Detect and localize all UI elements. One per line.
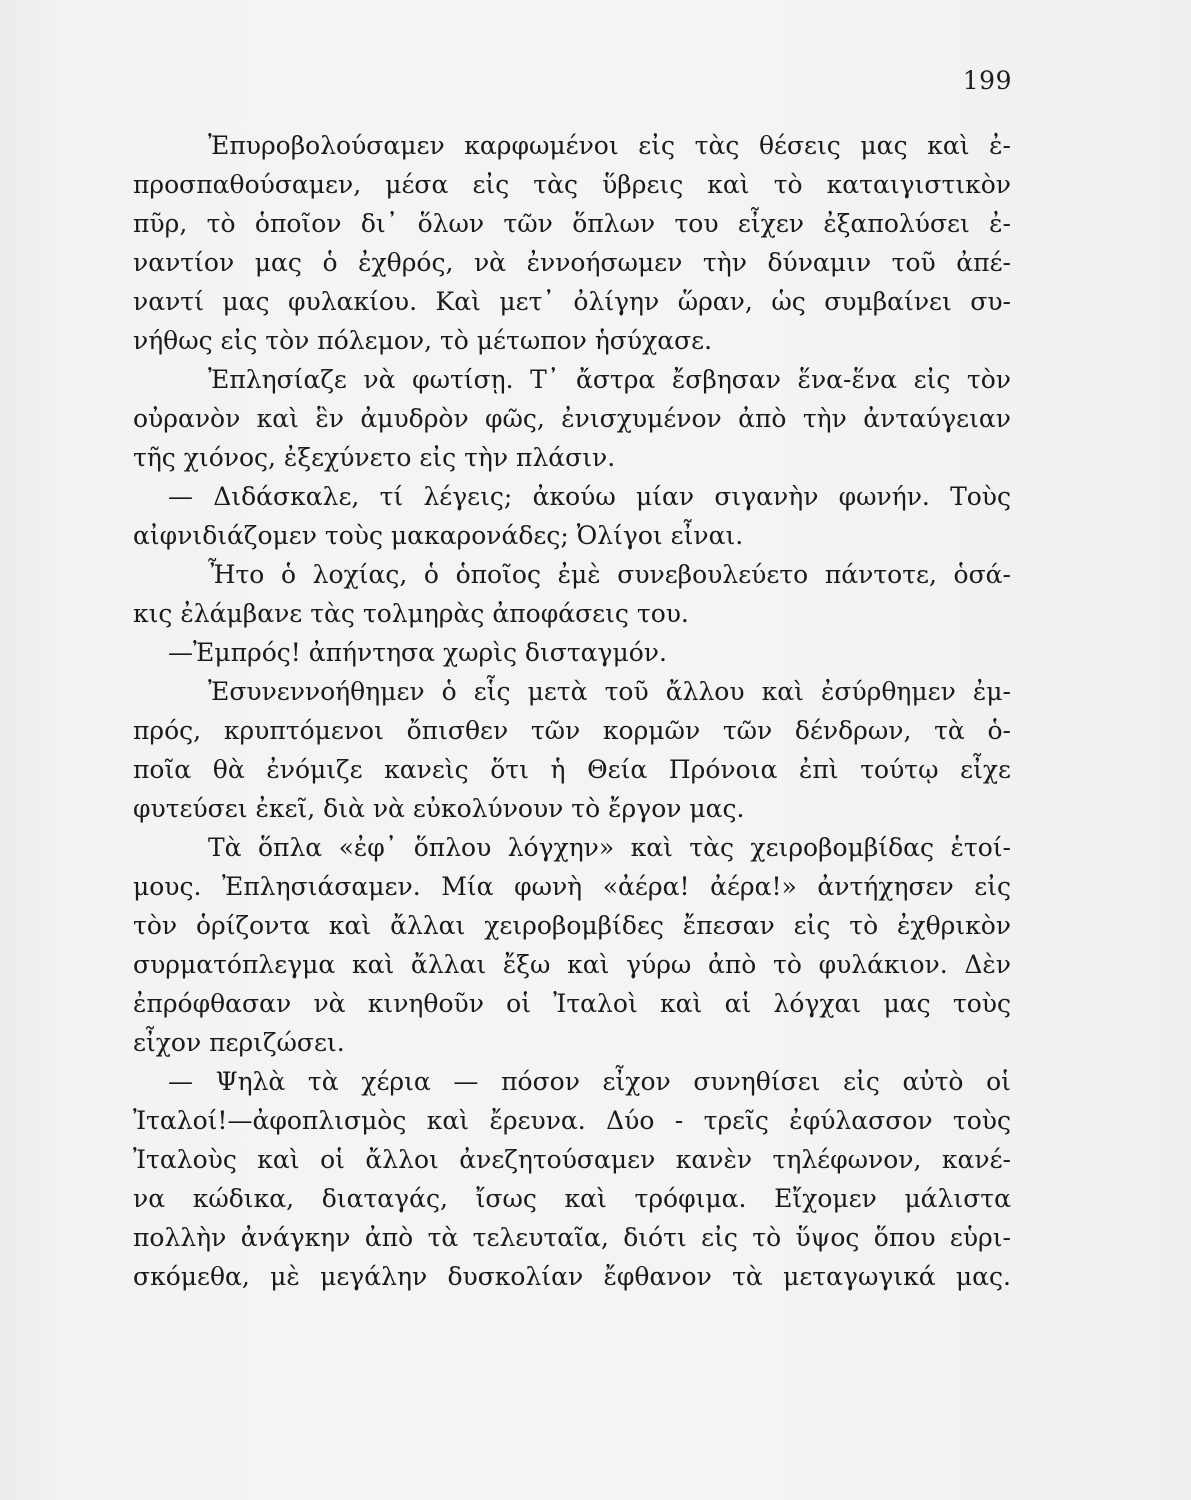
text-line: ἐπρόφθασαν νὰ κινηθοῦν οἱ Ἰταλοὶ καὶ αἱ λόγχαι μας τοὺς bbox=[133, 989, 1011, 1018]
text-line: Ἐπλησίαζε νὰ φωτίσῃ. Τ᾿ ἄστρα ἔσβησαν ἕνα-ἕνα εἰς τὸν bbox=[208, 365, 1011, 394]
text-line: εἶχον περιζώσει. bbox=[133, 1028, 345, 1057]
text-line: Ἐπυροβολούσαμεν καρφωμένοι εἰς τὰς θέσεις μας καὶ ἐ- bbox=[208, 131, 1011, 160]
text-line: να κώδικα, διαταγάς, ἴσως καὶ τρόφιμα. Εἴχομεν μάλιστα bbox=[133, 1184, 1011, 1213]
text-line: πρός, κρυπτόμενοι ὄπισθεν τῶν κορμῶν τῶν δένδρων, τὰ ὁ- bbox=[133, 716, 1011, 745]
text-line: Ἰταλοὺς καὶ οἱ ἄλλοι ἀνεζητούσαμεν κανὲν τηλέφωνον, κανέ- bbox=[133, 1145, 1011, 1174]
text-line: αἰφνιδιάζομεν τοὺς μακαρονάδες; Ὀλίγοι εἶναι. bbox=[133, 521, 744, 550]
text-line: πῦρ, τὸ ὁποῖον δι᾿ ὅλων τῶν ὅπλων του εἶχεν ἐξαπολύσει ἐ- bbox=[133, 209, 1011, 238]
text-line: οὐρανὸν καὶ ἓν ἀμυδρὸν φῶς, ἐνισχυμένον ἀπὸ τὴν ἀνταύγειαν bbox=[133, 404, 1011, 433]
text-line: σκόμεθα, μὲ μεγάλην δυσκολίαν ἔφθανον τὰ μεταγωγικά μας. bbox=[133, 1262, 1011, 1291]
text-line: ναντί μας φυλακίου. Καὶ μετ᾿ ὀλίγην ὥραν, ὡς συμβαίνει συ- bbox=[133, 287, 1011, 316]
text-line: Ἦτο ὁ λοχίας, ὁ ὁποῖος ἐμὲ συνεβουλεύετο πάντοτε, ὁσά- bbox=[208, 560, 1011, 589]
text-line: ποῖα θὰ ἐνόμιζε κανεὶς ὅτι ἡ Θεία Πρόνοια ἐπὶ τούτῳ εἶχε bbox=[133, 755, 1011, 784]
page-number: 199 bbox=[962, 66, 1012, 95]
text-line: κις ἐλάμβανε τὰς τολμηρὰς ἀποφάσεις του. bbox=[133, 599, 689, 628]
text-line: φυτεύσει ἐκεῖ, διὰ νὰ εὐκολύνουν τὸ ἔργον μας. bbox=[133, 794, 745, 823]
body-text bbox=[133, 126, 1011, 1296]
text-line: ναντίον μας ὁ ἐχθρός, νὰ ἐννοήσωμεν τὴν δύναμιν τοῦ ἀπέ- bbox=[133, 248, 1011, 277]
text-line: πολλὴν ἀνάγκην ἀπὸ τὰ τελευταῖα, διότι εἰς τὸ ὕψος ὅπου εὑρι- bbox=[133, 1223, 1011, 1252]
text-line: νήθως εἰς τὸν πόλεμον, τὸ μέτωπον ἡσύχασε. bbox=[133, 326, 713, 355]
text-line: μους. Ἐπλησιάσαμεν. Μία φωνὴ «ἀέρα! ἀέρα!» ἀντήχησεν εἰς bbox=[133, 872, 1011, 901]
text-line: τὸν ὁρίζοντα καὶ ἄλλαι χειροβομβίδες ἔπεσαν εἰς τὸ ἐχθρικὸν bbox=[133, 911, 1011, 940]
text-line: — Διδάσκαλε, τί λέγεις; ἀκούω μίαν σιγανὴν φωνήν. Τοὺς bbox=[168, 482, 1011, 511]
text-line: Ἐσυνεννοήθημεν ὁ εἷς μετὰ τοῦ ἄλλου καὶ ἐσύρθημεν ἐμ- bbox=[208, 677, 1011, 706]
text-line: Ἰταλοί!—ἀφοπλισμὸς καὶ ἔρευνα. Δύο - τρεῖς ἐφύλασσον τοὺς bbox=[133, 1106, 1011, 1135]
text-line: προσπαθούσαμεν, μέσα εἰς τὰς ὕβρεις καὶ τὸ καταιγιστικὸν bbox=[133, 170, 1011, 199]
text-line: — Ψηλὰ τὰ χέρια — πόσον εἶχον συνηθίσει εἰς αὐτὸ οἱ bbox=[168, 1067, 1011, 1096]
text-line: Τὰ ὅπλα «ἐφ᾿ ὅπλου λόγχην» καὶ τὰς χειροβομβίδας ἑτοί- bbox=[208, 833, 1011, 862]
text-line: —Ἐμπρός! ἀπήντησα χωρὶς δισταγμόν. bbox=[168, 638, 667, 667]
text-line: τῆς χιόνος, ἐξεχύνετο εἰς τὴν πλάσιν. bbox=[133, 443, 616, 472]
text-line: συρματόπλεγμα καὶ ἄλλαι ἔξω καὶ γύρω ἀπὸ τὸ φυλάκιον. Δὲν bbox=[133, 950, 1011, 979]
